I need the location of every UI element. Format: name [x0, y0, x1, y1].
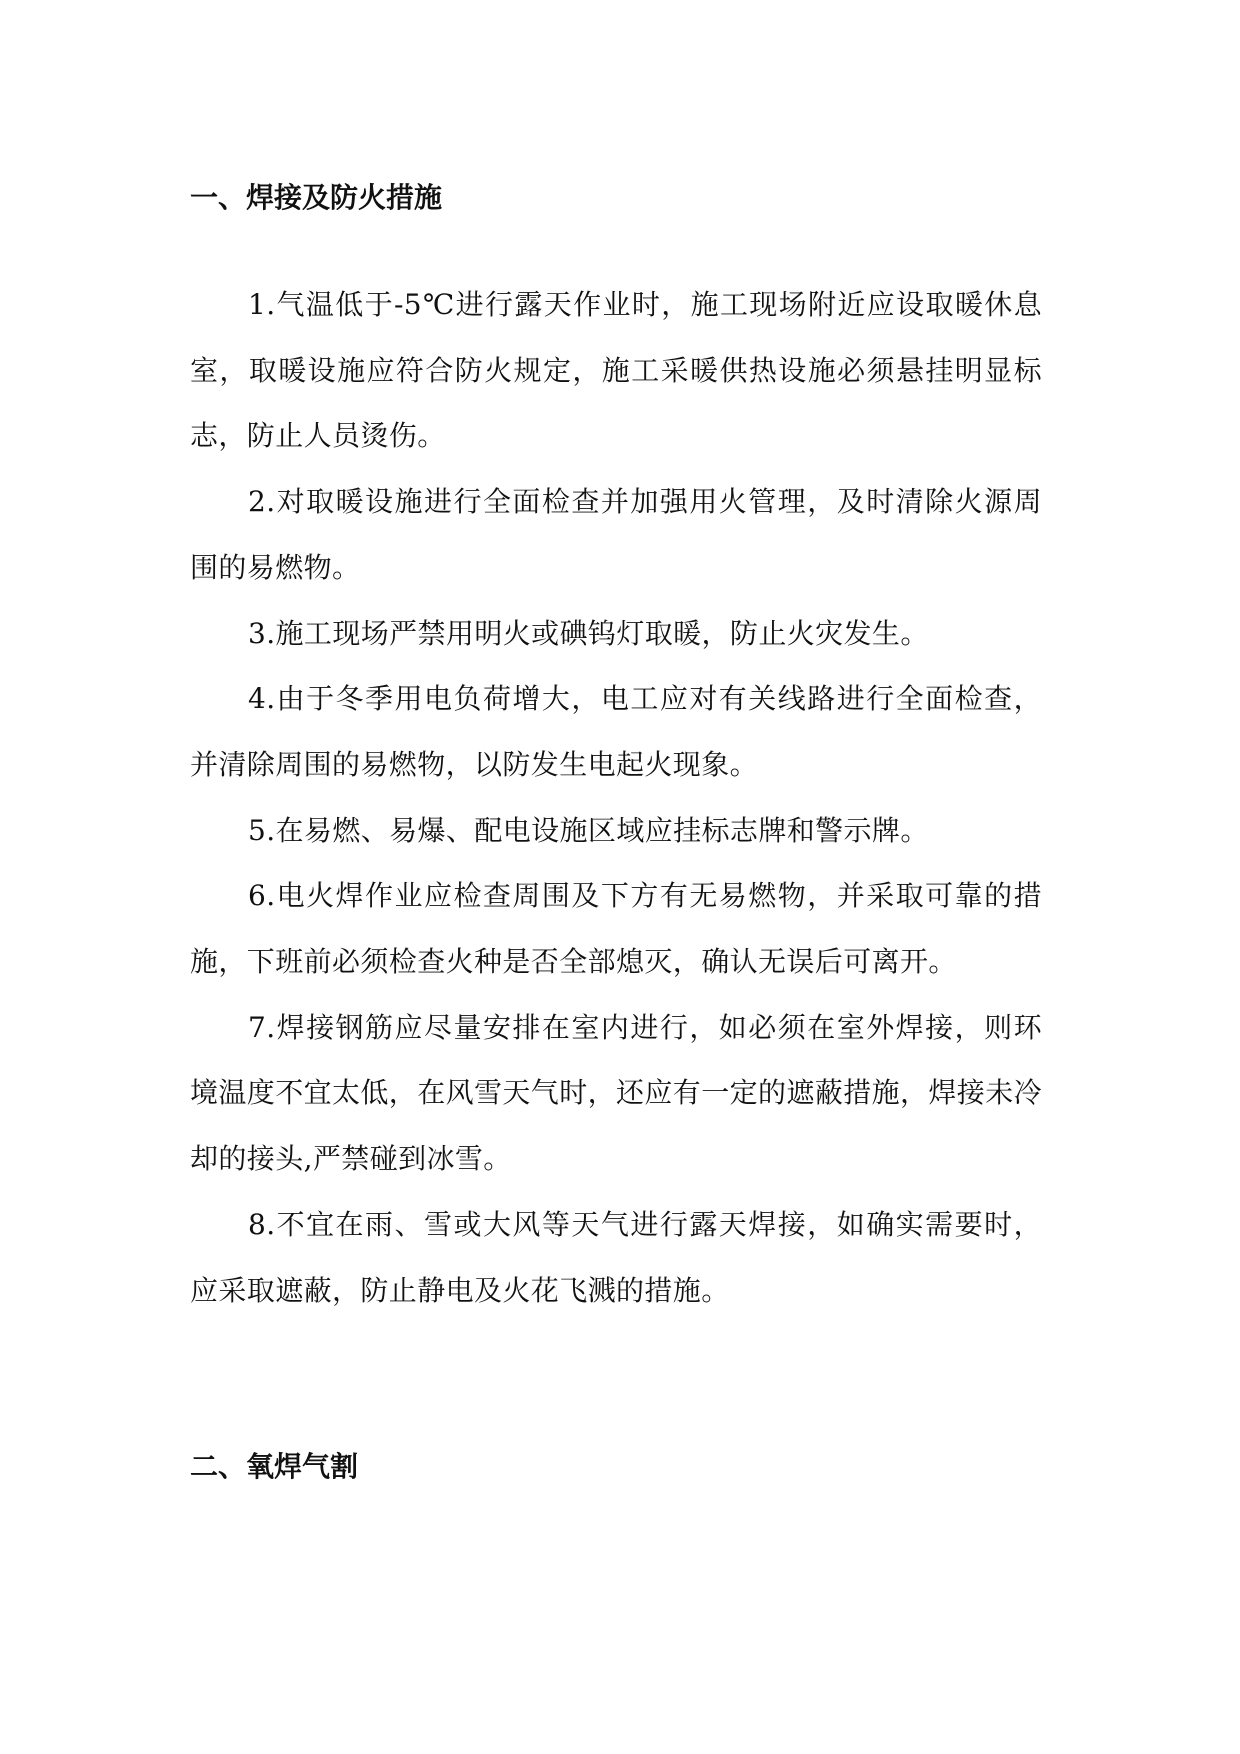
section-heading-welding-fire-prevention: 一、焊接及防火措施 — [190, 181, 443, 214]
section-heading-oxy-gas-cutting: 二、氧焊气割 — [190, 1450, 359, 1483]
paragraph-3: 3.施工现场严禁用明火或碘钨灯取暖，防止火灾发生。 — [248, 616, 929, 650]
paragraph-1: 1.气温低于-5℃进行露天作业时，施工现场附近应设取暖休息室，取暖设施应符合防火规定，施工采暖供热设施必须悬挂明显标志，防止人员烫伤。 — [190, 288, 1042, 453]
paragraph-2: 2.对取暖设施进行全面检查并加强用火管理，及时清除火源周围的易燃物。 — [190, 485, 1042, 584]
paragraph-8: 8.不宜在雨、雪或大风等天气进行露天焊接，如确实需要时，应采取遮蔽，防止静电及火花飞溅的措施。 — [190, 1207, 1042, 1307]
paragraph-5: 5.在易燃、易爆、配电设施区域应挂标志牌和警示牌。 — [248, 813, 929, 847]
paragraph-6: 6.电火焊作业应检查周围及下方有无易燃物，并采取可靠的措施，下班前必须检查火种是否全部熄灭，确认无误后可离开。 — [190, 879, 1042, 979]
paragraph-4: 4.由于冬季用电负荷增大，电工应对有关线路进行全面检查，并清除周围的易燃物，以防发生电起火现象。 — [190, 682, 1042, 781]
paragraph-7: 7.焊接钢筋应尽量安排在室内进行，如必须在室外焊接，则环境温度不宜太低，在风雪天气时，还应有一定的遮蔽措施，焊接未冷却的接头,严禁碰到冰雪。 — [190, 1010, 1043, 1176]
section-body — [190, 272, 1042, 1323]
